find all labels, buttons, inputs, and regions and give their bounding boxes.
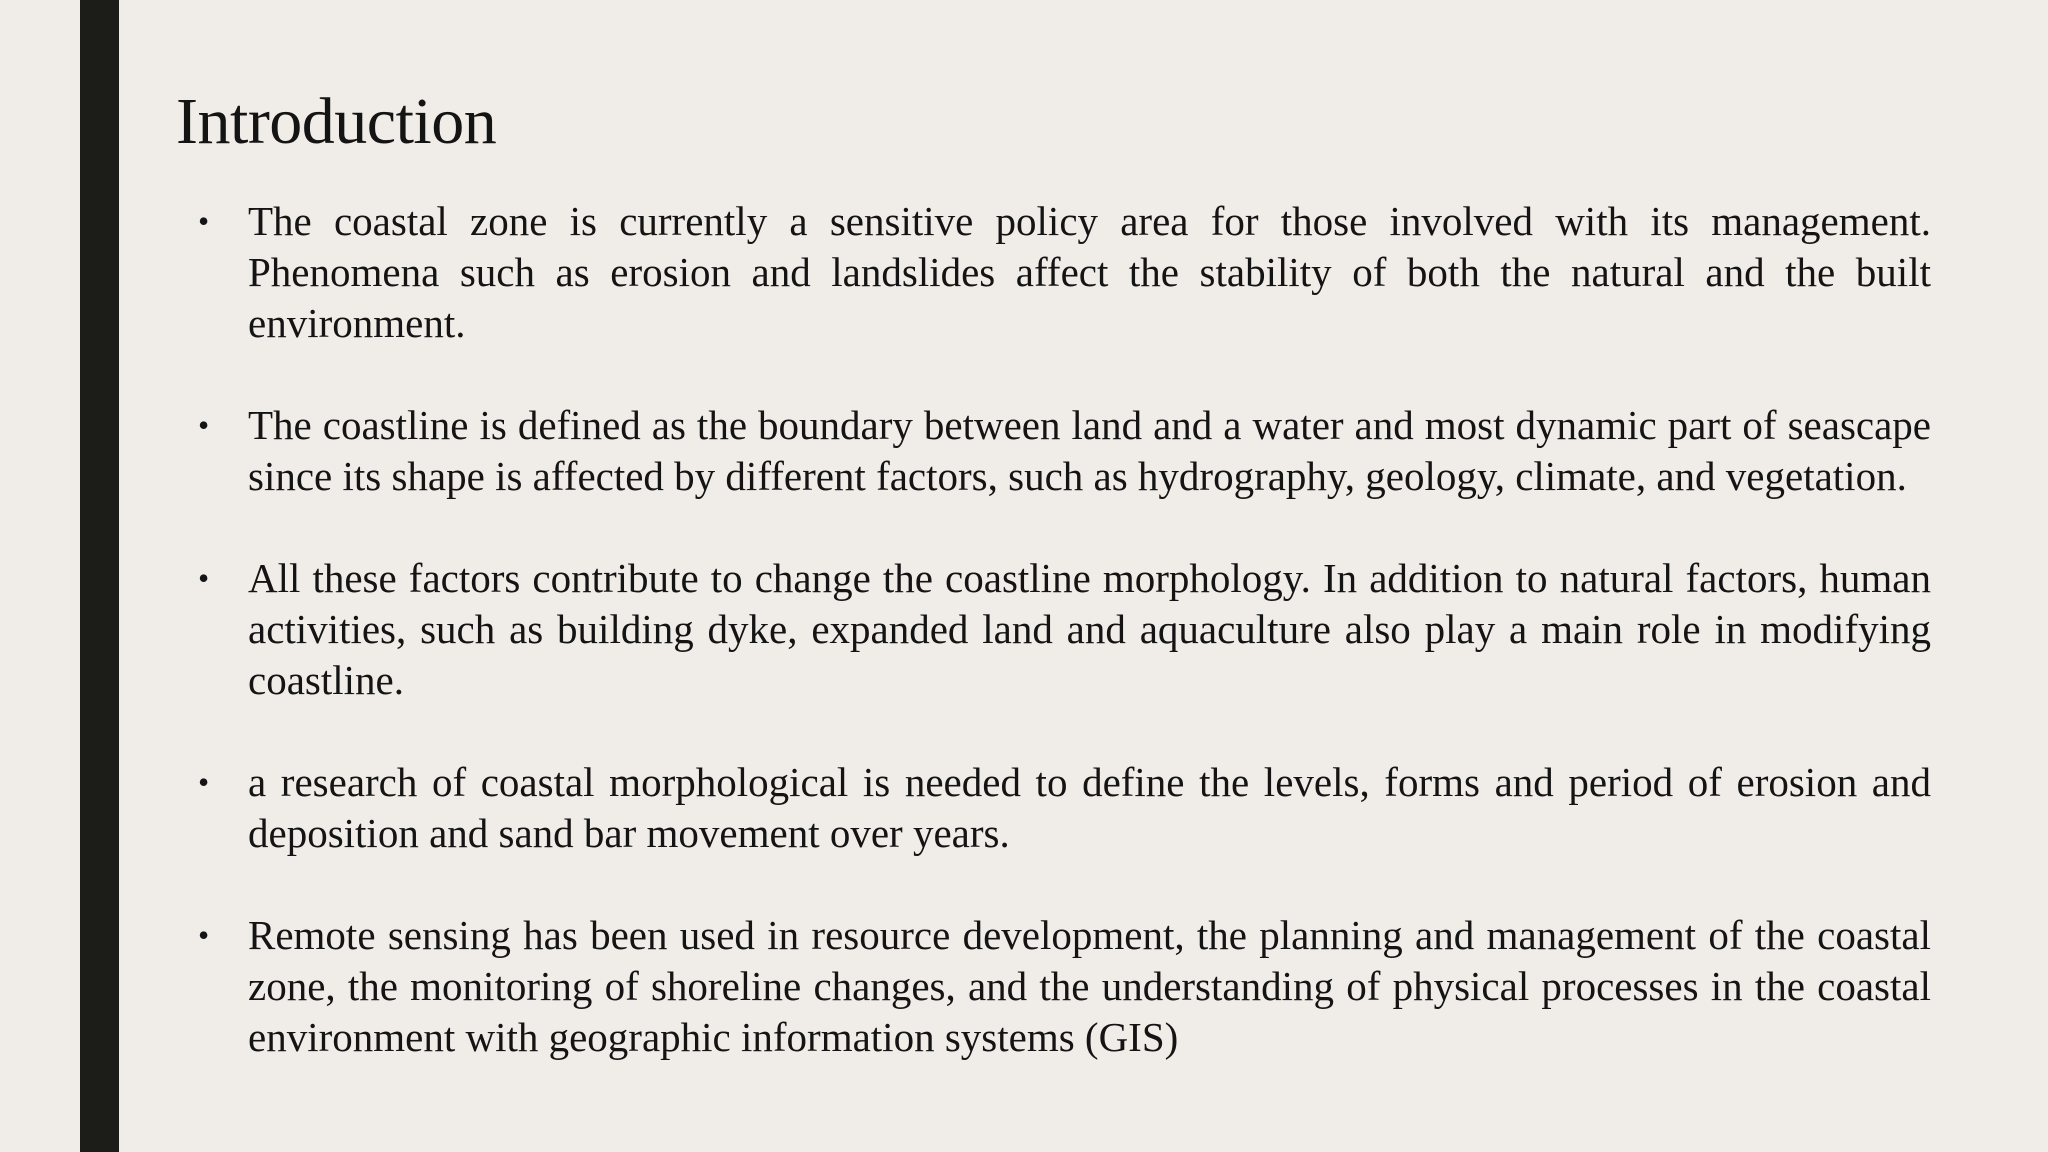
bullet-list (176, 196, 1931, 1114)
bullet-text-2: The coastline is defined as the boundary between land and a water and most dynamic part of seascape since its shape is affected by different factors, such as hydrography, geology, climate, and vegetation. (248, 402, 1931, 499)
bullet-text-4: a research of coastal morphological is needed to define the levels, forms and period of erosion and deposition and sand bar movement over years. (248, 759, 1931, 856)
bullet-dot-icon: • (198, 917, 210, 953)
bullet-item-4 (176, 757, 1931, 859)
accent-bar (80, 0, 119, 1152)
bullet-item-2 (176, 400, 1931, 502)
bullet-item-3 (176, 553, 1931, 706)
bullet-text-1: The coastal zone is currently a sensitive policy area for those involved with its management. Phenomena such as erosion and landslides affect the stability of both the natural and the built environment. (248, 198, 1931, 346)
bullet-item-1 (176, 196, 1931, 349)
bullet-dot-icon: • (198, 407, 210, 443)
bullet-item-5 (176, 910, 1931, 1063)
bullet-dot-icon: • (198, 560, 210, 596)
bullet-dot-icon: • (198, 764, 210, 800)
bullet-dot-icon: • (198, 203, 210, 239)
slide-title: Introduction (176, 85, 497, 158)
bullet-text-5: Remote sensing has been used in resource development, the planning and management of the coastal zone, the monitoring of shoreline changes, and the understanding of physical processes in the coastal environment with geographic information systems (GIS) (248, 912, 1931, 1060)
bullet-text-3: All these factors contribute to change the coastline morphology. In addition to natural factors, human activities, such as building dyke, expanded land and aquaculture also play a main role in modifying coastline. (248, 555, 1931, 703)
